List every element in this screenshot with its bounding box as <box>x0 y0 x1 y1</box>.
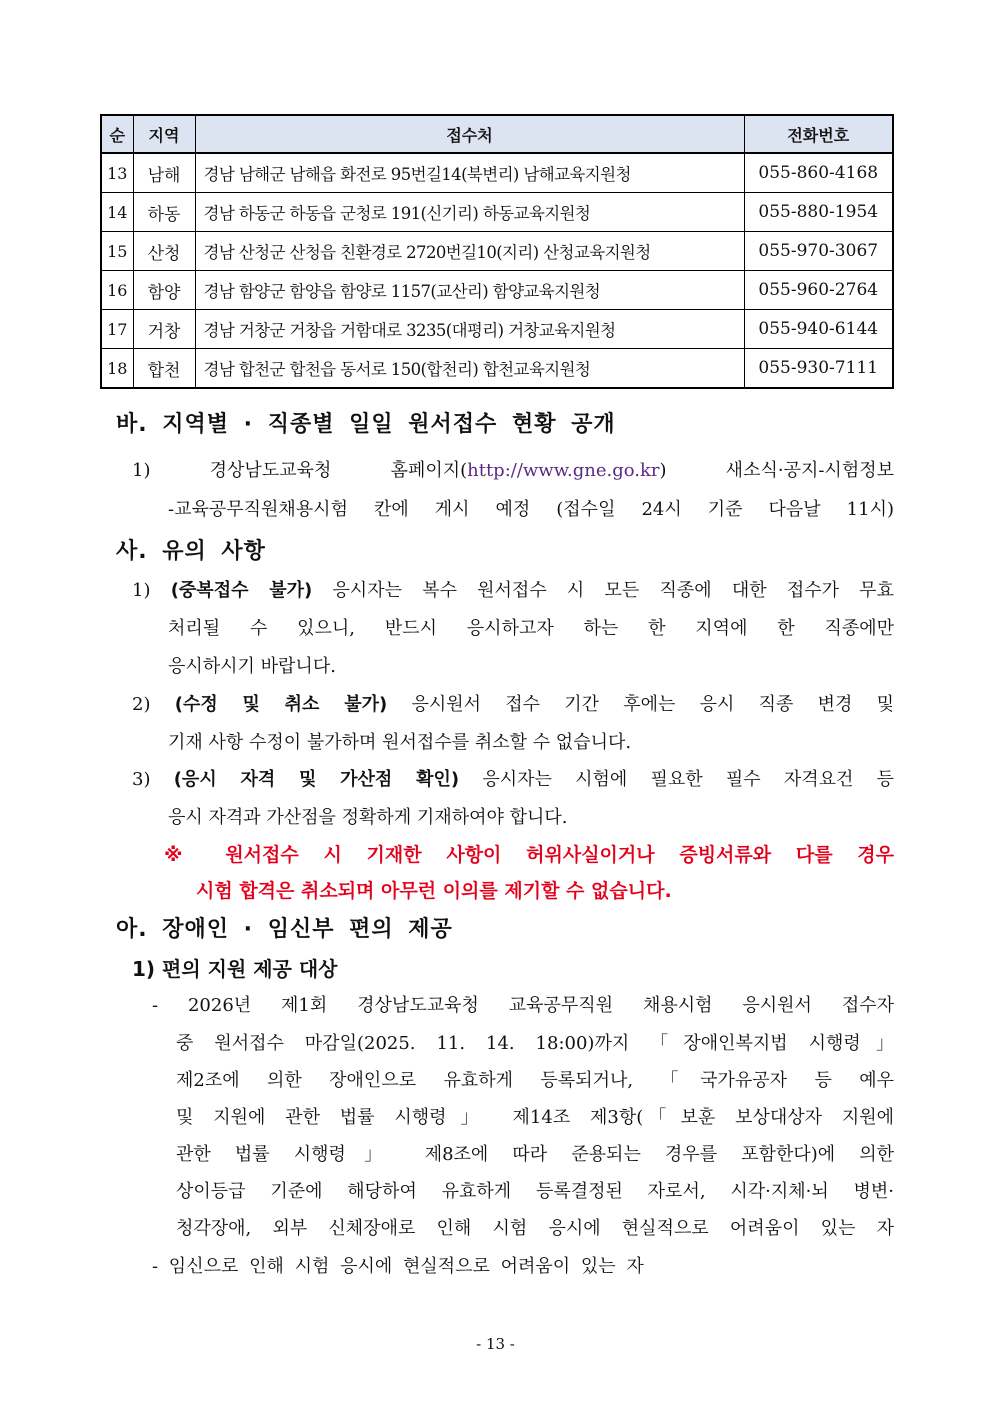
sa-item2-line2: 기재 사항 수정이 불가하며 원서접수를 취소할 수 없습니다. <box>168 732 632 753</box>
table-row <box>101 232 893 271</box>
row-region: 남해 <box>133 153 195 193</box>
sa-item3-bold: (응시 자격 및 가산점 확인) <box>173 769 460 790</box>
section-heading-ba: 바. 지역별 · 직종별 일일 원서접수 현황 공개 <box>116 412 616 437</box>
target-bullet1-line3: 제2조에 의한 장애인으로 유효하게 등록되거나, 「국가유공자 등 예우 <box>176 1070 894 1091</box>
row-phone: 055-860-4168 <box>744 153 893 193</box>
warning-note-line1: ※ 원서접수 시 기재한 사항이 허위사실이거나 증빙서류와 다를 경우 <box>164 844 894 866</box>
target-bullet1-line2: 중 원서접수 마감일(2025. 11. 14. 18:00)까지 「장애인복지법 시행령」 <box>176 1033 894 1054</box>
row-office: 경남 거창군 거창읍 거함대로 3235(대평리) 거창교육지원청 <box>195 310 744 349</box>
target-bullet1-line7: 청각장애, 외부 신체장애로 인해 시험 응시에 현실적으로 어려움이 있는 자 <box>176 1218 894 1239</box>
header-office: 접수처 <box>195 115 744 153</box>
row-no: 18 <box>101 349 133 389</box>
row-region: 함양 <box>133 271 195 310</box>
row-no: 13 <box>101 153 133 193</box>
table-row <box>101 349 893 389</box>
sa-item2-line1 <box>132 690 894 716</box>
row-phone: 055-970-3067 <box>744 232 893 271</box>
row-no: 15 <box>101 232 133 271</box>
row-office: 경남 함양군 함양읍 함양로 1157(교산리) 함양교육지원청 <box>195 271 744 310</box>
row-region: 거창 <box>133 310 195 349</box>
sa-item1-line3: 응시하시기 바랍니다. <box>168 656 336 677</box>
table-row <box>101 271 893 310</box>
header-no: 순 <box>101 115 133 153</box>
sa-item1-text: 응시자는 복수 원서접수 시 모든 직종에 대한 접수가 무효 <box>332 580 894 601</box>
table-row <box>101 310 893 349</box>
row-office: 경남 합천군 합천읍 동서로 150(합천리) 합천교육지원청 <box>195 349 744 389</box>
section-heading-a: 아. 장애인 · 임신부 편의 제공 <box>116 917 453 942</box>
sa-item3-line1 <box>132 765 894 791</box>
header-region: 지역 <box>133 115 195 153</box>
sa-item3-text: 응시자는 시험에 필요한 필수 자격요건 등 <box>482 769 894 790</box>
row-no: 16 <box>101 271 133 310</box>
ba-item1-line2: -교육공무직원채용시험 칸에 게시 예정 (접수일 24시 기준 다음날 11시) <box>168 499 894 520</box>
page-number: - 13 - <box>476 1335 515 1353</box>
sa-item2-bold: (수정 및 취소 불가) <box>174 694 388 715</box>
target-bullet1-line6: 상이등급 기준에 해당하여 유효하게 등록결정된 자로서, 시각·지체·뇌 병변· <box>176 1181 894 1202</box>
row-office: 경남 남해군 남해읍 화전로 95번길14(북변리) 남해교육지원청 <box>195 153 744 193</box>
sa-item3-num: 3) <box>132 769 151 790</box>
warning-note-line2: 시험 합격은 취소되며 아무런 이의를 제기할 수 없습니다. <box>196 880 672 902</box>
gne-homepage-link[interactable]: http://www.gne.go.kr <box>467 460 660 481</box>
table-row <box>101 153 893 193</box>
sa-item2-text: 응시원서 접수 기간 후에는 응시 직종 변경 및 <box>411 694 894 715</box>
row-region: 합천 <box>133 349 195 389</box>
ba-item1-post: ) 새소식·공지-시험정보 <box>659 460 894 481</box>
sa-item3-line2: 응시 자격과 가산점을 정확하게 기재하여야 합니다. <box>168 807 568 828</box>
row-phone: 055-880-1954 <box>744 193 893 232</box>
table-row <box>101 193 893 232</box>
row-no: 17 <box>101 310 133 349</box>
row-no: 14 <box>101 193 133 232</box>
target-bullet2: - 임신으로 인해 시험 응시에 현실적으로 어려움이 있는 자 <box>152 1256 644 1277</box>
row-region: 산청 <box>133 232 195 271</box>
header-phone: 전화번호 <box>744 115 893 153</box>
section-heading-sa: 사. 유의 사항 <box>116 539 266 564</box>
row-phone: 055-930-7111 <box>744 349 893 389</box>
target-bullet1-line1: - 2026년 제1회 경상남도교육청 교육공무직원 채용시험 응시원서 접수자 <box>152 995 894 1016</box>
row-phone: 055-940-6144 <box>744 310 893 349</box>
row-phone: 055-960-2764 <box>744 271 893 310</box>
ba-item1-pre: 1) 경상남도교육청 홈페이지( <box>132 460 468 481</box>
row-region: 하동 <box>133 193 195 232</box>
ba-item1-line1 <box>132 456 894 482</box>
sa-item1-line2: 처리될 수 있으니, 반드시 응시하고자 하는 한 지역에 한 직종에만 <box>168 618 894 639</box>
sub-heading-target: 1) 편의 지원 제공 대상 <box>132 957 338 981</box>
target-bullet1-line4: 및 지원에 관한 법률 시행령」 제14조 제3항(「보훈 보상대상자 지원에 <box>176 1107 894 1128</box>
sa-item1-num: 1) <box>132 580 151 601</box>
office-table <box>100 114 894 389</box>
target-bullet1-line5: 관한 법률 시행령」 제8조에 따라 준용되는 경우를 포함한다)에 의한 <box>176 1144 894 1165</box>
sa-item1-bold: (중복접수 불가) <box>170 580 313 601</box>
table-header-row <box>101 115 893 153</box>
sa-item1-line1 <box>132 576 894 602</box>
row-office: 경남 하동군 하동읍 군청로 191(신기리) 하동교육지원청 <box>195 193 744 232</box>
row-office: 경남 산청군 산청읍 친환경로 2720번길10(지리) 산청교육지원청 <box>195 232 744 271</box>
sa-item2-num: 2) <box>132 694 151 715</box>
